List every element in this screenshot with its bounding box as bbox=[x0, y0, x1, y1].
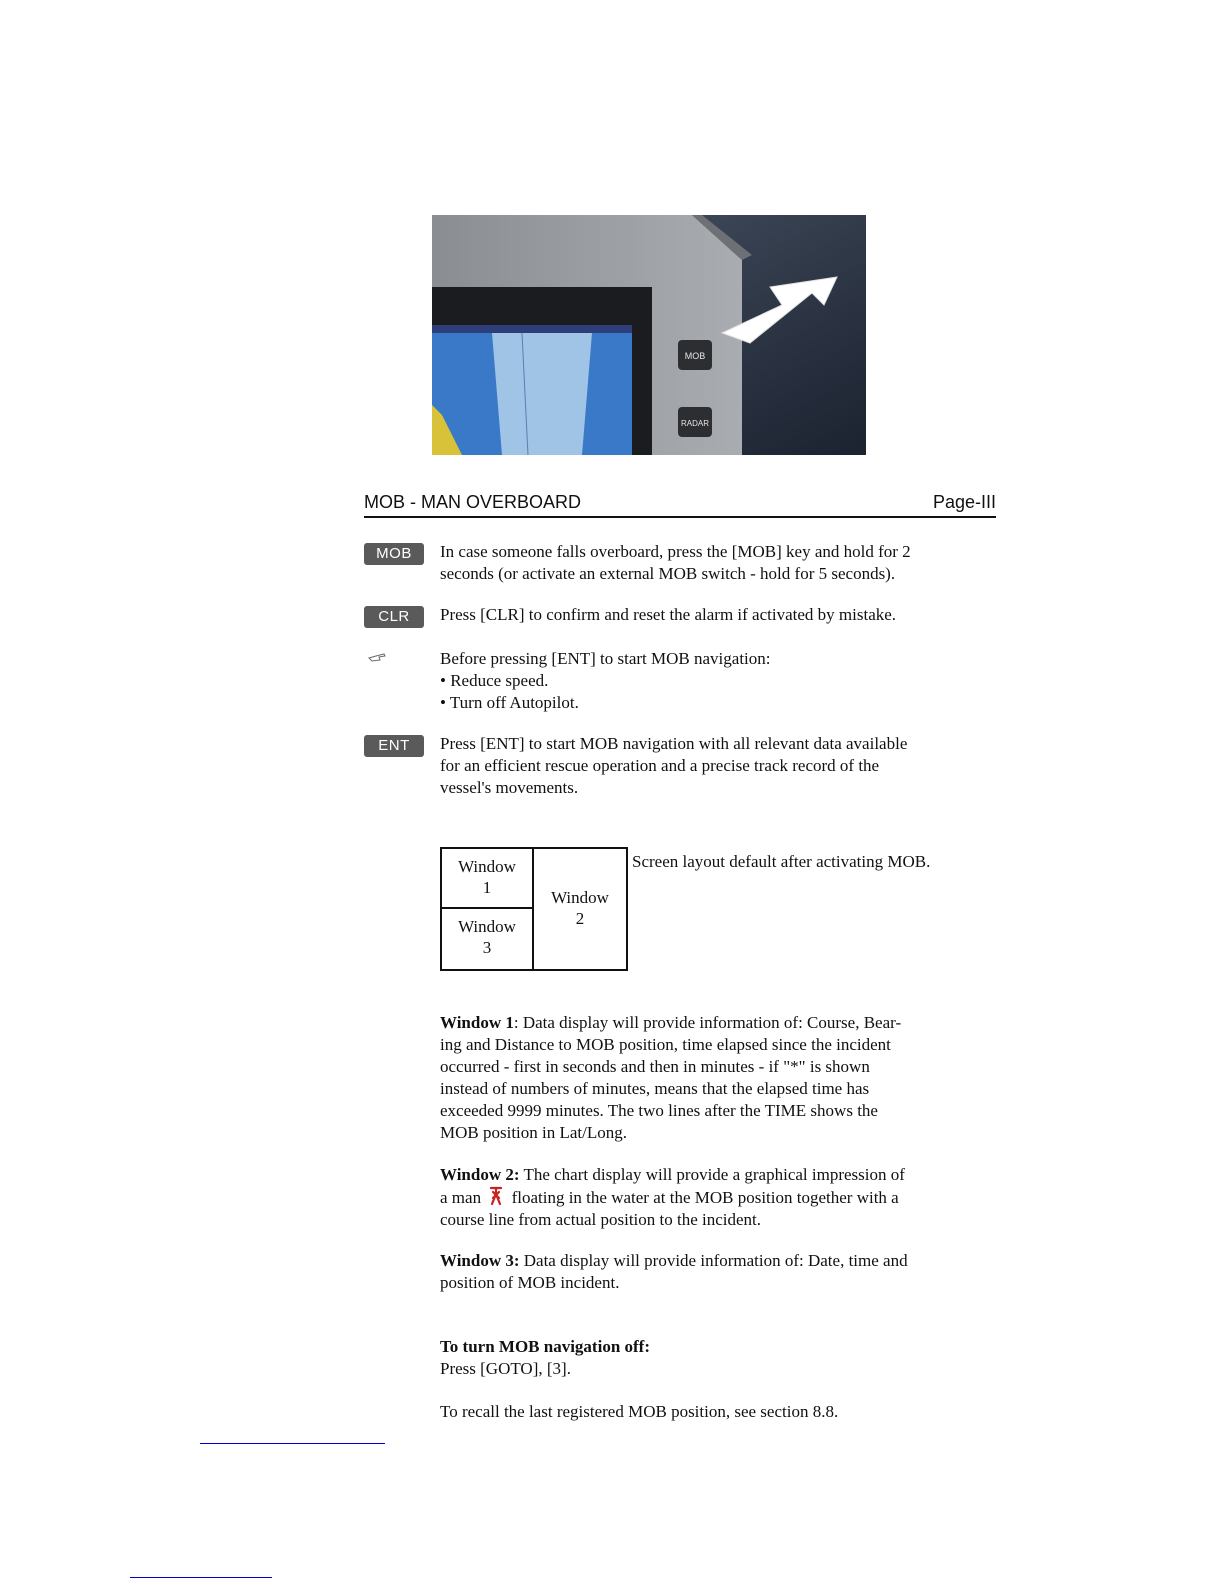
clr-key-badge: CLR bbox=[364, 606, 424, 628]
chartplotter-illustration bbox=[432, 215, 866, 455]
recall-note: To recall the last registered MOB position, see section 8.8. bbox=[440, 1402, 839, 1421]
window-layout-diagram bbox=[440, 847, 628, 971]
window-3-description: Window 3: Data display will provide information of: Date, time and position of MOB incident. bbox=[440, 1251, 908, 1292]
page-number: Page-III bbox=[932, 492, 996, 512]
window-1-cell: Window 1 bbox=[442, 849, 534, 909]
photo-mob-key: MOB bbox=[684, 351, 706, 361]
photo-radar-key: RADAR bbox=[680, 419, 710, 428]
man-overboard-icon bbox=[489, 1186, 503, 1206]
pointing-hand-icon bbox=[368, 650, 388, 664]
mob-key-badge: MOB bbox=[364, 543, 424, 565]
footer-link-line-bottom bbox=[130, 1577, 272, 1578]
step-clr-text: Press [CLR] to confirm and reset the alarm if activated by mistake. bbox=[440, 605, 897, 624]
product-photo bbox=[432, 215, 866, 455]
footer-link-line bbox=[200, 1443, 385, 1444]
window-2-cell: Window 2 bbox=[551, 888, 609, 928]
page-title: MOB - MAN OVERBOARD bbox=[364, 492, 582, 512]
diagram-caption: Screen layout default after activating MOB. bbox=[632, 852, 931, 871]
step-mob-text: In case someone falls overboard, press the [MOB] key and hold for 2 seconds (or activate an external MOB switch - hold for 5 seconds). bbox=[440, 542, 911, 583]
turn-off-title: To turn MOB navigation off: bbox=[440, 1337, 651, 1356]
section-header bbox=[364, 488, 996, 518]
window-1-description: Window 1: Data display will provide information of: Course, Bear- ing and Distance to MOB position, time elapsed since the incident occurred - first in seconds and then in minutes - if "*" is shown instead of numbers of minutes, means that the elapsed time has exceeded 9999 minutes. The two lines after the TIME shows the MOB position in Lat/Long. bbox=[440, 1013, 902, 1142]
ent-key-badge: ENT bbox=[364, 735, 424, 757]
step-note-text: Before pressing [ENT] to start MOB navigation: • Reduce speed. • Turn off Autopilot. bbox=[440, 649, 771, 712]
turn-off-instruction: Press [GOTO], [3]. bbox=[440, 1359, 571, 1378]
window-3-cell: Window 3 bbox=[442, 909, 534, 969]
step-ent-text: Press [ENT] to start MOB navigation with all relevant data available for an efficient rescue operation and a precise track record of the vessel's movements. bbox=[440, 734, 908, 797]
window-2-description: Window 2: The chart display will provide a graphical impression of a man floating in the water at the MOB position together with a course line from actual position to the incident. bbox=[440, 1165, 905, 1229]
turn-off-section bbox=[440, 1336, 1000, 1380]
